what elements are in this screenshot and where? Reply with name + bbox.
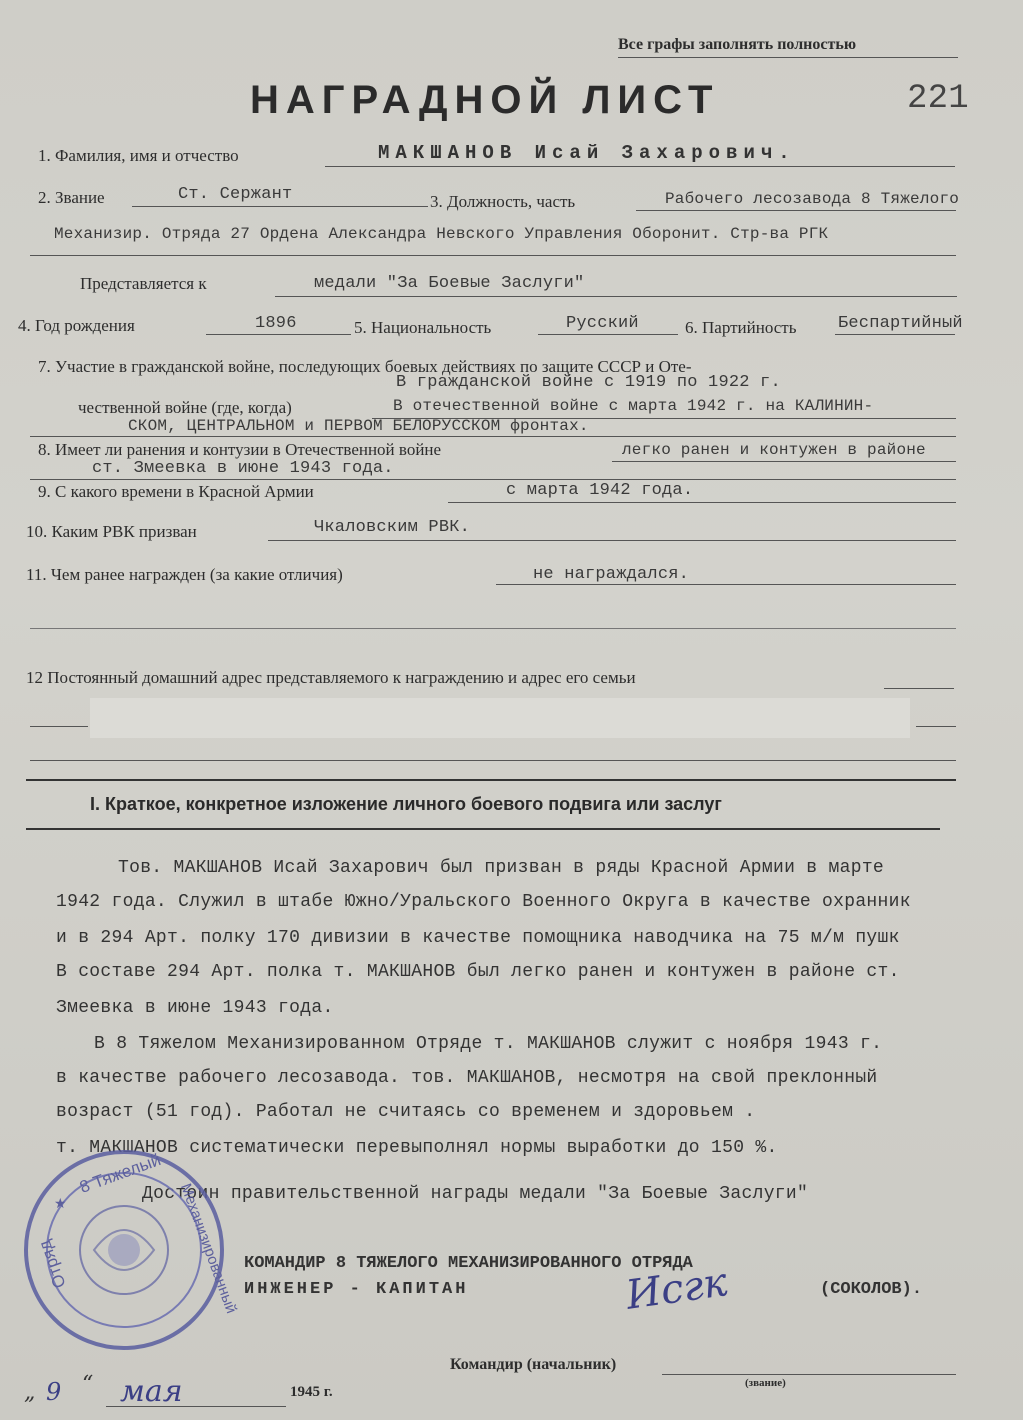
field-12-label: 12 Постоянный домашний адрес представляемого к награждению и адрес его семьи: [26, 668, 636, 687]
field-3-label: 3. Должность, часть: [430, 192, 576, 211]
field-1-label: 1. Фамилия, имя и отчество: [38, 146, 239, 165]
document-number: 221: [907, 80, 969, 118]
field-1-underline: [325, 166, 955, 167]
commander-label: Командир (начальник): [450, 1356, 617, 1373]
field-10-label: 10. Каким РВК призван: [26, 522, 197, 541]
field-8-underline: [612, 461, 956, 462]
stamp-text-top: 8 Тяжелый: [77, 1150, 164, 1197]
field-8-label: 8. Имеет ли ранения и контузии в Отечественной войне: [38, 440, 442, 459]
official-stamp: [24, 1150, 240, 1350]
field-7-label-a: 7. Участие в гражданской войне, последующих боевых действиях по защите СССР и Оте-: [38, 357, 692, 376]
field-3-cont-underline: [30, 255, 956, 256]
field-7-value-3: СКОМ, ЦЕНТРАЛЬНОМ и ПЕРВОМ БЕЛОРУССКОМ фронтах.: [128, 417, 589, 435]
field-5-underline: [538, 334, 678, 335]
field-8-value: легко ранен и контужен в районе: [622, 441, 926, 459]
field-5-value: Русский: [566, 314, 639, 333]
section-top-rule: [26, 779, 956, 781]
date-close-quote: “: [82, 1372, 94, 1397]
field-12-underline-2b: [916, 726, 956, 727]
field-2-value: Ст. Сержант: [178, 185, 293, 204]
field-11-underline: [496, 584, 956, 585]
field-8-cont-underline: [30, 479, 956, 480]
field-11-value: не награждался.: [533, 565, 690, 584]
field-10-underline: [268, 540, 956, 541]
field-12-underline-2a: [30, 726, 88, 727]
nomination-underline: [275, 296, 957, 297]
blank-line-1: [30, 628, 956, 629]
field-1-value: МАКШАНОВ Исай Захарович.: [378, 142, 796, 164]
commander-title-line-1: КОМАНДИР 8 ТЯЖЕЛОГО МЕХАНИЗИРОВАННОГО ОТРЯДА: [244, 1254, 693, 1273]
narrative-line-7: в качестве рабочего лесозавода. тов. МАКШАНОВ, несмотря на свой преклонный: [56, 1068, 878, 1088]
field-10-value: Чкаловским РВК.: [314, 518, 471, 537]
section-title: I. Краткое, конкретное изложение личного боевого подвига или заслуг: [90, 794, 722, 814]
commander-title-line-2: ИНЖЕНЕР - КАПИТАН: [244, 1280, 469, 1299]
date-month: мая: [120, 1374, 183, 1409]
narrative-line-2: 1942 года. Служил в штабе Южно/Уральского Военного Округа в качестве охранник: [56, 892, 911, 912]
commander-signature: Исгк: [623, 1259, 731, 1319]
date-year: 1945 г.: [290, 1384, 333, 1400]
narrative-line-3: и в 294 Арт. полку 170 дивизии в качестве помощника наводчика на 75 м/м пушк: [56, 928, 900, 948]
narrative-line-6: В 8 Тяжелом Механизированном Отряде т. МАКШАНОВ служит с ноября 1943 г.: [94, 1034, 883, 1054]
field-6-label: 6. Партийность: [685, 318, 797, 337]
date-day: 9: [46, 1378, 62, 1406]
field-7-value-2: В отечественной войне с марта 1942 г. на КАЛИНИН-: [393, 397, 874, 415]
nomination-label: Представляется к: [80, 274, 207, 293]
redacted-address: [90, 698, 910, 738]
field-6-underline: [835, 334, 955, 335]
stamp-text-bottom: Отряд: [34, 1237, 70, 1291]
date-month-underline: [106, 1406, 286, 1407]
narrative-line-9: т. МАКШАНОВ систематически перевыполнял нормы выработки до 150 %.: [56, 1138, 778, 1158]
field-7-value-1: В гражданской войне с 1919 по 1922 г.: [396, 373, 781, 392]
header-note-underline: [618, 57, 958, 58]
field-7-underline-2: [30, 436, 956, 437]
field-2-underline: [132, 206, 428, 207]
field-9-value: с марта 1942 года.: [506, 481, 694, 500]
svg-text:★: ★: [54, 1195, 67, 1211]
commander-underline: [662, 1374, 956, 1375]
date-day-open-quote: „: [24, 1380, 36, 1405]
stamp-text-right: Механизированный: [177, 1181, 240, 1316]
field-9-label: 9. С какого времени в Красной Армии: [38, 482, 314, 501]
narrative-line-1: Тов. МАКШАНОВ Исай Захарович был призван в ряды Красной Армии в марте: [118, 858, 885, 878]
narrative-line-5: Змеевка в июне 1943 года.: [56, 998, 334, 1018]
field-3-value-cont: Механизир. Отряда 27 Ордена Александра Невского Управления Оборонит. Стр-ва РГК: [54, 225, 829, 243]
narrative-line-8: возраст (51 год). Работал не считаясь со временем и здоровьем .: [56, 1102, 756, 1122]
field-3-underline: [636, 210, 956, 211]
page-title: НАГРАДНОЙ ЛИСТ: [250, 78, 720, 122]
field-5-label: 5. Национальность: [354, 318, 492, 337]
field-7-label-b: чественной войне (где, когда): [78, 398, 292, 417]
field-9-underline: [448, 502, 956, 503]
field-3-value: Рабочего лесозавода 8 Тяжелого: [665, 190, 960, 208]
header-note: Все графы заполнять полностью: [618, 36, 857, 53]
field-12-underline-1: [884, 688, 954, 689]
field-11-label: 11. Чем ранее награжден (за какие отличия): [26, 565, 343, 584]
nomination-value: медали "За Боевые Заслуги": [314, 274, 585, 293]
narrative-line-4: В составе 294 Арт. полка т. МАКШАНОВ был легко ранен и контужен в районе ст.: [56, 962, 900, 982]
narrative-line-10: Достоин правительственной награды медали "За Боевые Заслуги": [142, 1184, 809, 1204]
rank-caption: (звание): [745, 1377, 786, 1389]
field-12-underline-3: [30, 760, 956, 761]
field-4-value: 1896: [255, 314, 297, 333]
section-bottom-rule: [26, 828, 940, 830]
field-8-value-cont: ст. Змеевка в июне 1943 года.: [92, 459, 394, 478]
field-4-underline: [206, 334, 351, 335]
field-6-value: Беспартийный: [838, 314, 963, 333]
field-2-label: 2. Звание: [38, 188, 105, 207]
commander-name: (СОКОЛОВ).: [820, 1280, 923, 1299]
field-4-label: 4. Год рождения: [18, 316, 135, 335]
